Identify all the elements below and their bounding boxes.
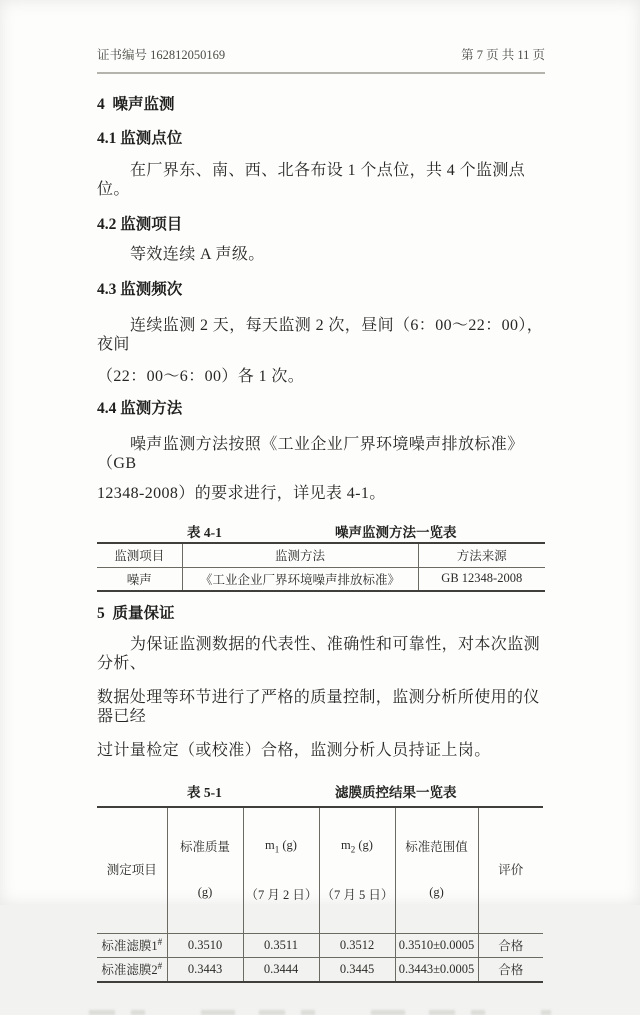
cell-item: 噪声 [97, 567, 182, 591]
m1-symbol: m [265, 838, 275, 852]
section-4-2-paragraph: 等效连续 A 声级。 [130, 246, 265, 263]
m2-unit: (g) [355, 838, 373, 852]
table-4-1-caption [97, 521, 545, 538]
cell-range: 0.3510±0.0005 [395, 933, 478, 957]
cell-range: 0.3443±0.0005 [395, 957, 478, 982]
m2-line-1 [322, 838, 393, 858]
standard-mass-line-1: 标准质量 [179, 840, 230, 855]
table-5-1-caption [97, 781, 545, 798]
scan-bleed-through [89, 1010, 551, 1015]
standard-range-line-2: (g) [429, 885, 444, 900]
noise-method-table [97, 542, 545, 592]
section-4-1-heading: 4.1 监测点位 [97, 130, 183, 147]
header-cell-standard-range [395, 807, 478, 933]
section-5-heading: 5 质量保证 [97, 605, 175, 622]
filter-2-label: 标准滤膜2 [101, 963, 158, 978]
cell-source: GB 12348-2008 [418, 567, 545, 591]
section-4-3-paragraph-line-2: （22：00～6：00）各 1 次。 [97, 368, 305, 385]
m2-symbol: m [341, 838, 351, 852]
section-4-heading: 4 噪声监测 [97, 96, 175, 113]
cell-label [97, 957, 167, 982]
section-4-4-paragraph-line-2: 12348-2008）的要求进行，详见表 4-1。 [97, 485, 386, 502]
standard-mass-line-2: (g) [197, 885, 213, 900]
standard-range-line-1: 标准范围值 [405, 840, 468, 855]
cell-result: 合格 [478, 933, 543, 957]
cell-m2: 0.3512 [319, 933, 395, 957]
table-header-row [97, 807, 543, 933]
table-4-1-caption-title: 噪声监测方法一览表 [335, 525, 457, 540]
header-cell-m2 [319, 807, 395, 933]
section-4-3-heading: 4.3 监测频次 [97, 281, 183, 298]
m2-date: （7 月 5 日） [321, 887, 394, 902]
m2-subscript: 2 [350, 844, 356, 855]
certificate-number: 证书编号 162812050169 [97, 48, 226, 62]
page-header [97, 0, 545, 74]
cell-result: 合格 [478, 957, 543, 982]
header-cell-standard-mass [167, 807, 243, 933]
table-header-row [97, 543, 545, 567]
section-5-paragraph-line-2: 数据处理等环节进行了严格的质量控制，监测分析所使用的仪器已经 [97, 689, 540, 725]
filter-membrane-qc-table [97, 806, 543, 983]
section-4-2-heading: 4.2 监测项目 [97, 216, 183, 233]
section-5-paragraph-line-1: 为保证监测数据的代表性、准确性和可靠性，对本次监测分析、 [97, 636, 541, 672]
m1-line-1 [246, 838, 317, 858]
filter-2-label-superscript: # [157, 961, 163, 972]
table-row-filter-2 [97, 957, 543, 982]
m1-subscript: 1 [274, 844, 280, 855]
table-row-filter-1 [97, 933, 543, 957]
header-cell-m1 [243, 807, 319, 933]
filter-1-label-superscript: # [157, 936, 163, 947]
table-5-1-caption-title: 滤膜质控结果一览表 [335, 785, 457, 800]
m1-unit: (g) [279, 838, 297, 852]
table-4-1-caption-label: 表 4-1 [187, 525, 222, 540]
cell-method: 《工业企业厂界环境噪声排放标准》 [182, 567, 418, 591]
cell-m1: 0.3511 [243, 933, 319, 957]
header-cell-evaluation: 评价 [498, 862, 524, 877]
cell-m2: 0.3445 [319, 957, 395, 982]
header-cell-method-source: 方法来源 [456, 549, 507, 564]
section-5-paragraph-line-3: 过计量检定（或校准）合格，监测分析人员持证上岗。 [97, 742, 491, 759]
cell-label [97, 933, 167, 957]
cell-m1: 0.3444 [243, 957, 319, 982]
filter-1-label: 标准滤膜1 [101, 939, 158, 953]
table-5-1-caption-label: 表 5-1 [187, 785, 222, 800]
page-number: 第 7 页 共 11 页 [461, 48, 545, 62]
cell-std-mass: 0.3510 [167, 933, 243, 957]
section-4-3-paragraph-line-1: 连续监测 2 天，每天监测 2 次，昼间（6：00～22：00），夜间 [97, 317, 544, 353]
m1-date: （7 月 2 日） [245, 887, 318, 902]
cell-std-mass: 0.3443 [167, 957, 243, 982]
header-cell-monitoring-item: 监测项目 [97, 543, 182, 567]
table-row [97, 567, 545, 591]
section-4-1-paragraph: 在厂界东、南、西、北各布设 1 个点位，共 4 个监测点位。 [97, 162, 526, 198]
header-cell-monitoring-method: 监测方法 [182, 543, 418, 567]
section-4-4-paragraph-line-1: 噪声监测方法按照《工业企业厂界环境噪声排放标准》（GB [97, 436, 524, 472]
section-4-4-heading: 4.4 监测方法 [97, 400, 183, 417]
header-cell-measured-item: 测定项目 [97, 807, 167, 933]
